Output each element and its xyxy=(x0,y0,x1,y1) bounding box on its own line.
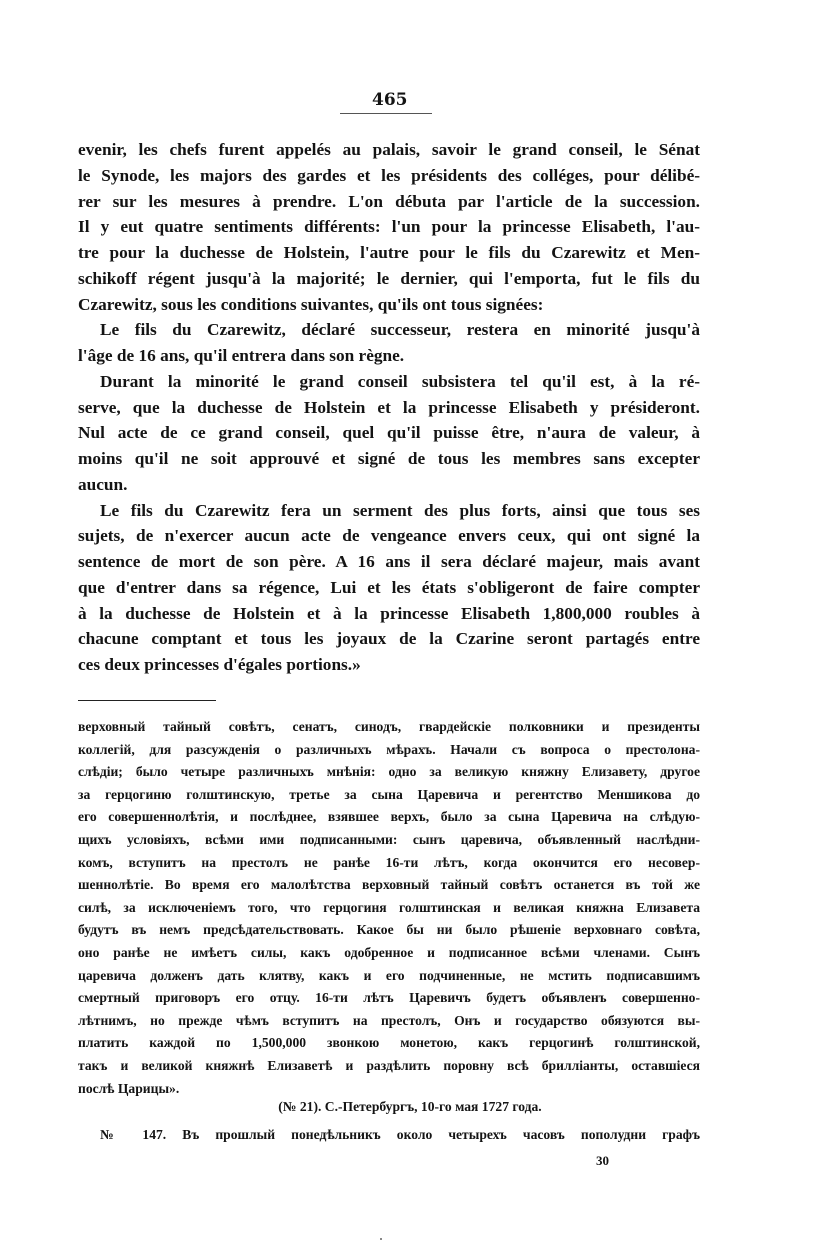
text-line: шеннолѣтіе. Во время его малолѣтства верховный тайный совѣтъ останется въ той же xyxy=(78,877,700,893)
french-text-block xyxy=(78,137,700,678)
text-line: за герцогиню голштинскую, третье за сына Царевича и регентство Меншикова до xyxy=(78,786,700,802)
text-line: tre pour la duchesse de Holstein, l'autre pour le fils du Czarewitz et Men- xyxy=(78,243,700,262)
text-line: комъ, вступитъ на престолъ не ранѣе 16-ти лѣтъ, когда окончится его несовер- xyxy=(78,854,700,870)
text-line: rer sur les mesures à prendre. L'on débuta par l'article de la succession. xyxy=(78,191,700,211)
text-line: слѣдіи; было четыре различныхъ мнѣнія: одно за великую княжну Елизавету, другое xyxy=(78,764,700,780)
russian-footnote-block xyxy=(78,716,700,1100)
text-line: лѣтнимъ, но прежде чѣмъ вступитъ на престолъ, Онъ и государство обязуются вы- xyxy=(78,1012,700,1028)
text-line: evenir, les chefs furent appelés au palais, savoir le grand conseil, le Sénat xyxy=(78,140,700,159)
text-line: смертный приговоръ его отцу. 16-ти лѣтъ Царевичъ будетъ объявленъ совершенно- xyxy=(78,990,700,1006)
text-line: aucun. xyxy=(78,474,128,494)
text-line: ces deux princesses d'égales portions.» xyxy=(78,655,361,674)
text-line: его совершеннолѣтія, и послѣднее, взявшее верхъ, было за сына Царевича на слѣдую- xyxy=(78,809,700,825)
signature-mark: 30 xyxy=(596,1153,609,1168)
text-line: щихъ условіяхъ, всѣми ими подписанными: сынъ царевича, объявленный наслѣдни- xyxy=(78,831,700,847)
text-line: такъ и великой княжнѣ Елизаветѣ и раздѣлить поровну всѣ брилліанты, оставшіеся xyxy=(78,1057,700,1073)
text-line: l'âge de 16 ans, qu'il entrera dans son règne. xyxy=(78,346,405,365)
page-number-rule xyxy=(340,113,432,114)
text-line: будутъ въ немъ предсѣдательствовать. Какое бы ни было рѣшеніе верховнаго совѣта, xyxy=(78,922,700,938)
text-line: Le fils du Czarewitz, déclaré successeur, restera en minorité jusqu'à xyxy=(100,320,700,340)
text-line: chacune comptant et tous les joyaux de la Czarine seront partagés entre xyxy=(78,629,700,649)
entry-heading-line: № 147. Въ прошлый понедѣльникъ около четырехъ часовъ пополудни графъ xyxy=(100,1127,700,1142)
text-line: верховный тайный совѣтъ, сенатъ, синодъ, гвардейскіе полковники и президенты xyxy=(78,719,700,734)
dateline: (№ 21). С.-Петербургъ, 10-го мая 1727 года. xyxy=(278,1099,542,1114)
text-line: que d'entrer dans sa régence, Lui et les états s'obligeront de faire compter xyxy=(78,577,700,597)
text-line: Durant la minorité le grand conseil subsistera tel qu'il est, à la ré- xyxy=(100,371,700,391)
text-line: Il y eut quatre sentiments différents: l'un pour la princesse Elisabeth, l'au- xyxy=(78,217,700,237)
text-line: sentence de mort de son père. A 16 ans il sera déclaré majeur, mais avant xyxy=(78,552,700,571)
text-line: оно ранѣе не имѣетъ силы, какъ одобренное и подписанное всѣми членами. Сынъ xyxy=(78,944,700,960)
text-line: силѣ, за исключеніемъ того, что герцогиня голштинская и великая княжна Елизавета xyxy=(78,899,700,915)
text-line: платить каждой по 1,500,000 звонкою монетою, какъ герцогинѣ голштинской, xyxy=(78,1035,700,1051)
scan-speck xyxy=(380,1238,382,1240)
footnote-rule xyxy=(78,700,216,701)
text-line: le Synode, les majors des gardes et les présidents des colléges, pour délibé- xyxy=(78,165,700,185)
text-line: Czarewitz, sous les conditions suivantes, qu'ils ont tous signées: xyxy=(78,294,544,314)
text-line: sujets, de n'exercer aucun acte de vengeance envers ceux, qui ont signé la xyxy=(78,526,700,546)
text-line: послѣ Царицы». xyxy=(78,1080,180,1096)
text-line: Nul acte de ce grand conseil, quel qu'il puisse être, n'aura de valeur, à xyxy=(78,423,700,443)
page-number: 465 xyxy=(372,90,408,110)
text-line: Le fils du Czarewitz fera un serment des plus forts, ainsi que tous ses xyxy=(100,500,700,520)
text-line: serve, que la duchesse de Holstein et la princesse Elisabeth y présideront. xyxy=(78,397,700,417)
text-line: schikoff régent jusqu'à la majorité; le dernier, qui l'emporta, fut le fils du xyxy=(78,268,700,288)
text-line: коллегій, для разсужденія о различныхъ мѣрахъ. Начали съ вопроса о престолона- xyxy=(78,741,700,757)
text-line: царевича долженъ дать клятву, какъ и его подчиненные, не мстить подписавшимъ xyxy=(78,967,700,983)
text-line: moins qu'il ne soit approuvé et signé de tous les membres sans excepter xyxy=(78,449,700,468)
text-line: à la duchesse de Holstein et à la princesse Elisabeth 1,800,000 roubles à xyxy=(78,603,700,623)
